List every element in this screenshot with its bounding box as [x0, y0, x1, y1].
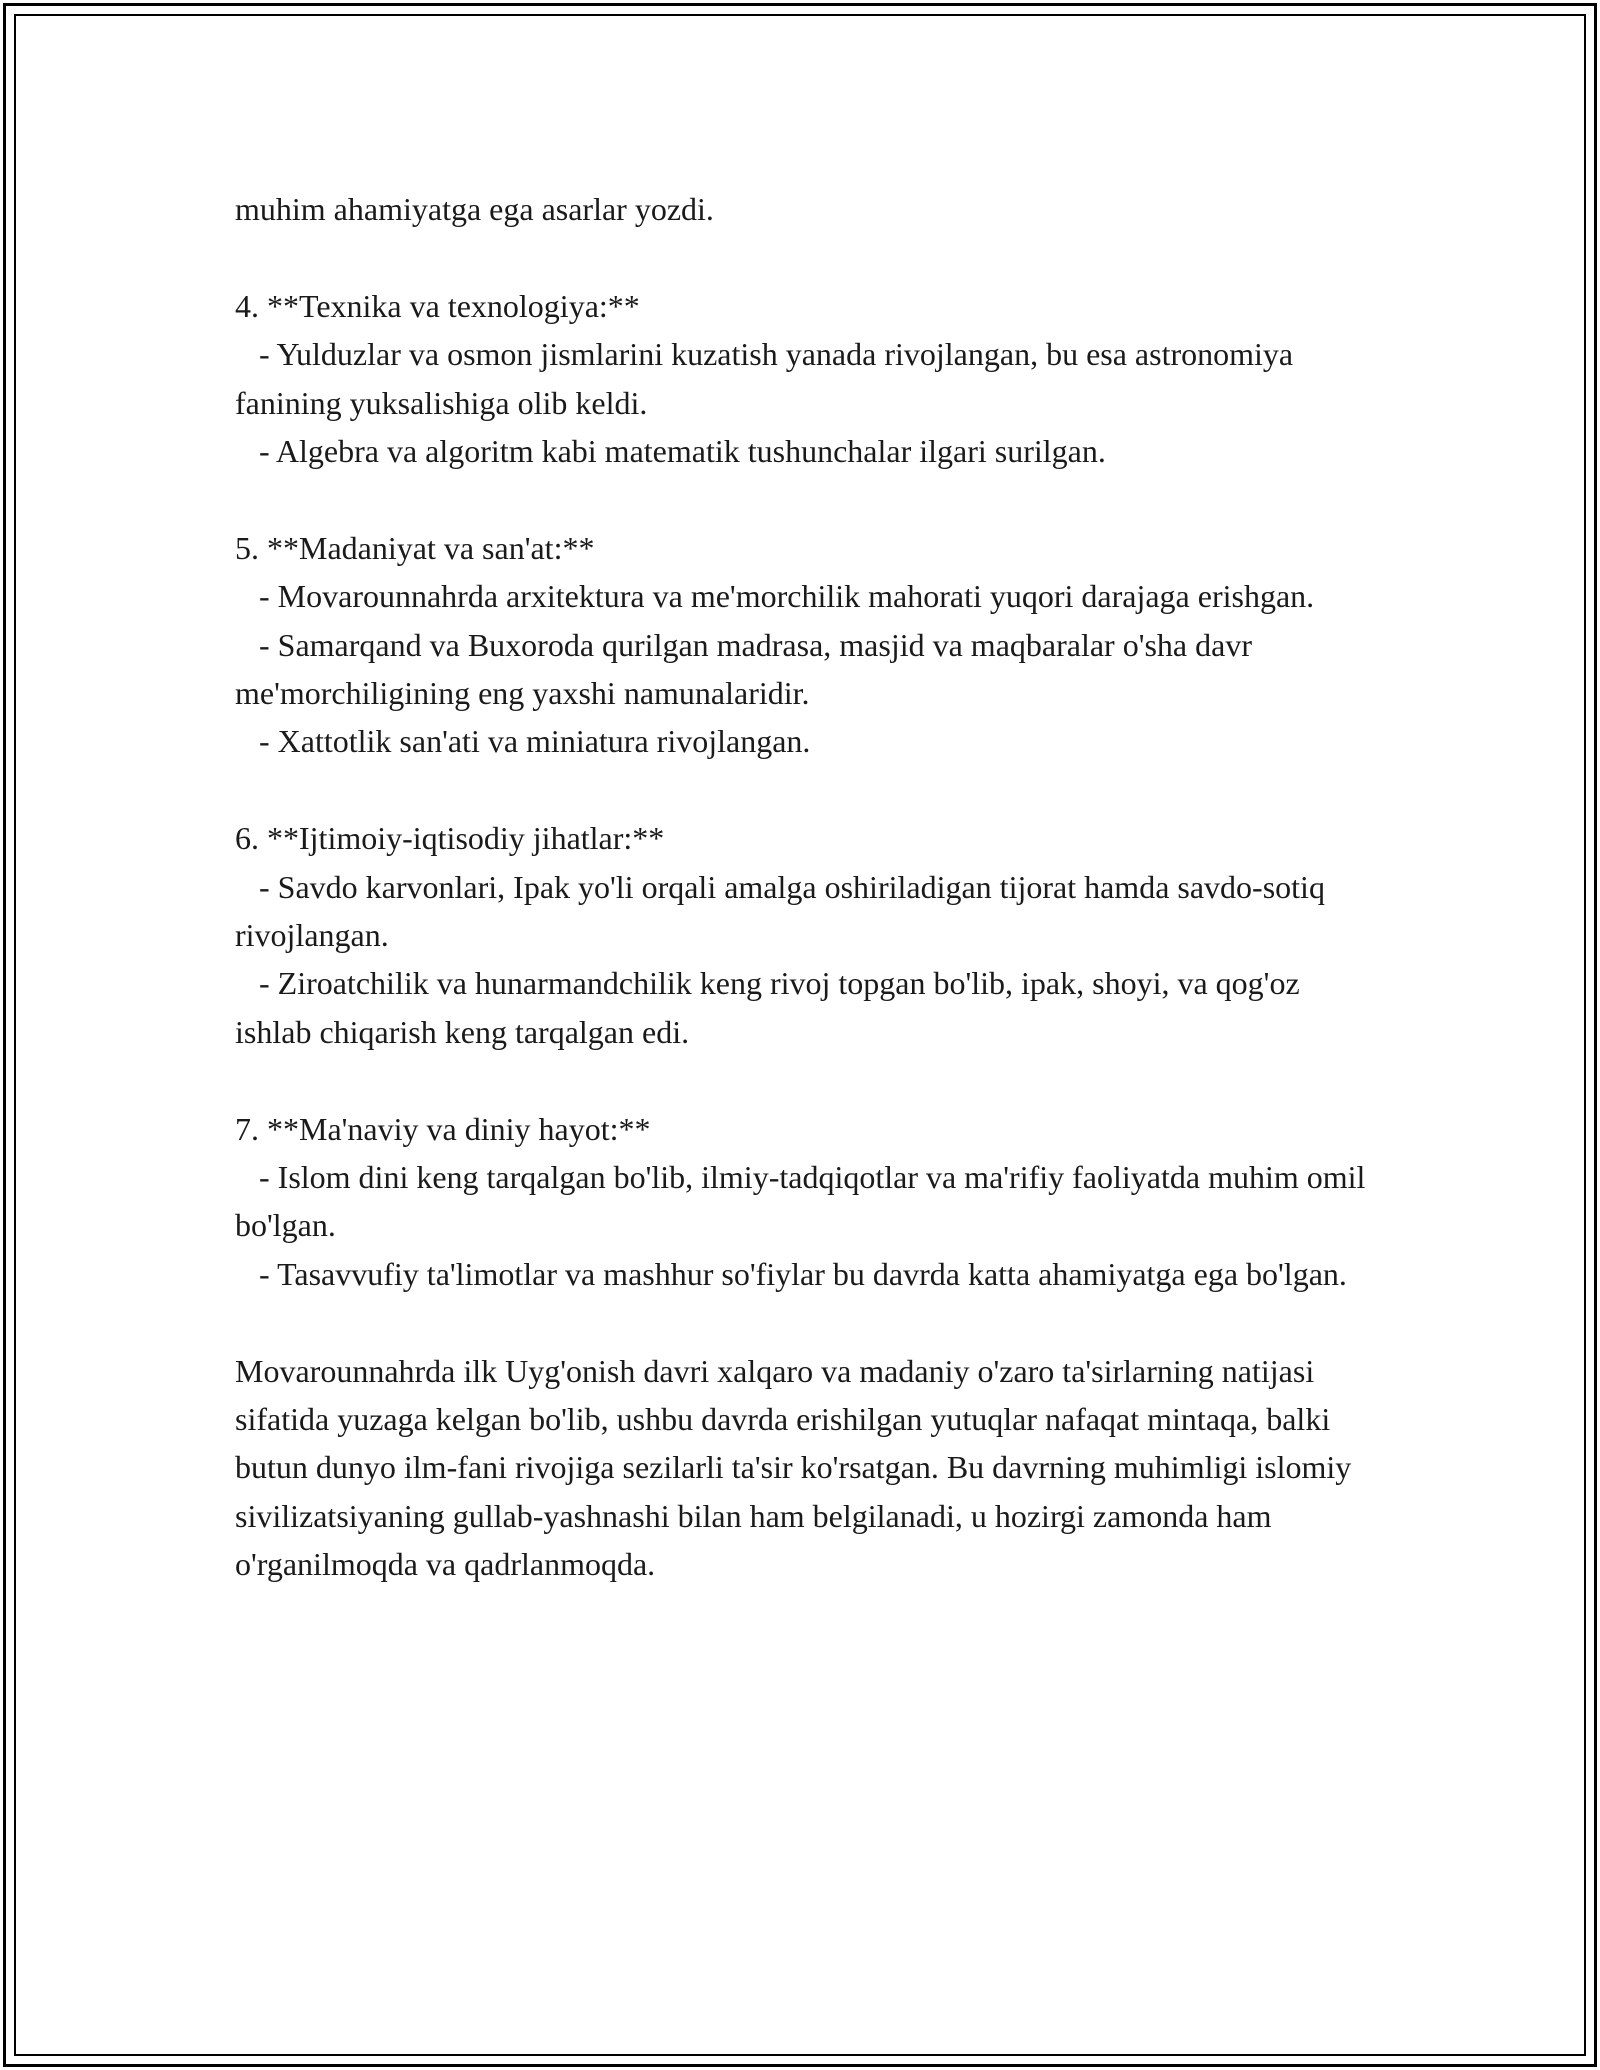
bullet-item: - Islom dini keng tarqalgan bo'lib, ilmiy-tadqiqotlar va ma'rifiy faoliyatda muhim omil bo'lgan.: [235, 1159, 1374, 1244]
section-socio-economic: [235, 814, 1375, 1056]
conclusion-paragraph: Movarounnahrda ilk Uyg'onish davri xalqaro va madaniy o'zaro ta'sirlarning natijasi sifatida yuzaga kelgan bo'lib, ushbu davrda erishilgan yutuqlar nafaqat mintaqa, balki butun dunyo ilm-fani rivojiga sezilarli ta'sir ko'rsatgan. Bu davrning muhimligi islomiy sivilizatsiyaning gullab-yashnashi bilan ham belgilanadi, u hozirgi zamonda ham o'rganilmoqda va qadrlanmoqda.: [235, 1352, 1352, 1583]
section-heading: 4. **Texnika va texnologiya:**: [235, 287, 640, 324]
section-heading: 6. **Ijtimoiy-iqtisodiy jihatlar:**: [235, 820, 665, 857]
intro-fragment: muhim ahamiyatga ega asarlar yozdi.: [235, 191, 714, 227]
spacer: [235, 475, 1375, 523]
section-heading: 5. **Madaniyat va san'at:**: [235, 529, 595, 566]
section-culture-art: [235, 524, 1375, 766]
spacer: [235, 233, 1375, 281]
bullet-item: - Algebra va algoritm kabi matematik tushunchalar ilgari surilgan.: [235, 433, 1106, 470]
bullet-item: - Yulduzlar va osmon jismlarini kuzatish yanada rivojlangan, bu esa astronomiya fanining yuksalishiga olib keldi.: [235, 336, 1302, 421]
section-spiritual-religious: [235, 1105, 1375, 1299]
document-body: [235, 185, 1375, 1589]
spacer: [235, 1056, 1375, 1104]
bullet-item: - Xattotlik san'ati va miniatura rivojlangan.: [235, 723, 811, 760]
bullet-item: - Ziroatchilik va hunarmandchilik keng rivoj topgan bo'lib, ipak, shoyi, va qog'oz ishlab chiqarish keng tarqalgan edi.: [235, 965, 1308, 1050]
bullet-item: - Savdo karvonlari, Ipak yo'li orqali amalga oshiriladigan tijorat hamda savdo-sotiq rivojlangan.: [235, 868, 1333, 954]
section-technology: [235, 282, 1375, 476]
spacer: [235, 1298, 1375, 1346]
bullet-item: - Movarounnahrda arxitektura va me'morchilik mahorati yuqori darajaga erishgan.: [235, 578, 1315, 615]
section-heading: 7. **Ma'naviy va diniy hayot:**: [235, 1110, 651, 1147]
bullet-item: - Samarqand va Buxoroda qurilgan madrasa, masjid va maqbaralar o'sha davr me'morchiligining eng yaxshi namunalaridir.: [235, 626, 1260, 712]
bullet-item: - Tasavvufiy ta'limotlar va mashhur so'fiylar bu davrda katta ahamiyatga ega bo'lgan.: [235, 1255, 1347, 1292]
spacer: [235, 766, 1375, 814]
